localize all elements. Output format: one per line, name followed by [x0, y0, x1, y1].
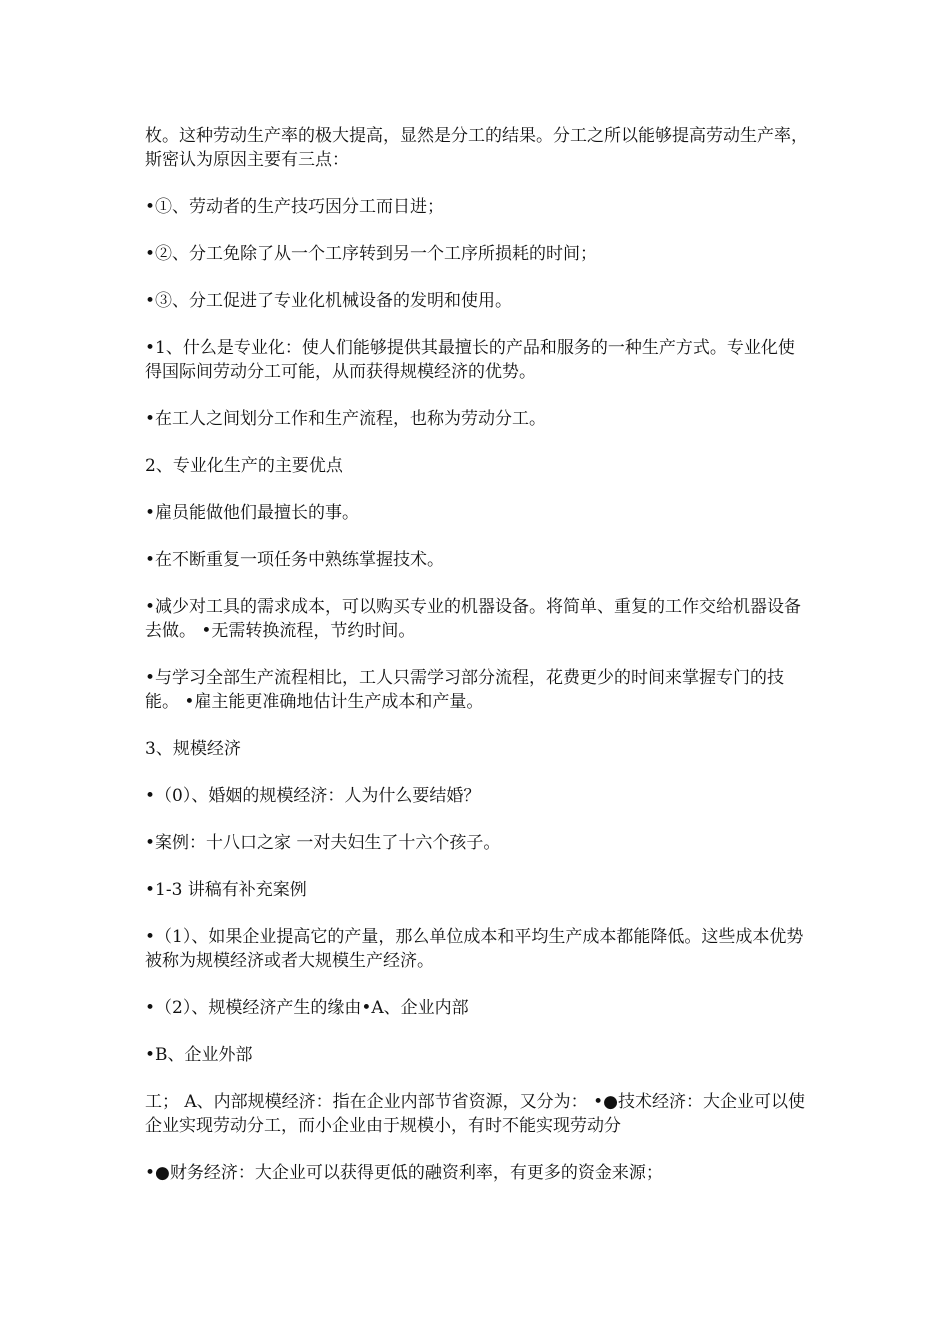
paragraph: •减少对工具的需求成本，可以购买专业的机器设备。将简单、重复的工作交给机器设备去做。 •无需转换流程，节约时间。	[145, 597, 802, 641]
paragraph: •案例：十八口之家 一对夫妇生了十六个孩子。	[145, 833, 501, 853]
paragraph: •与学习全部生产流程相比，工人只需学习部分流程，花费更少的时间来掌握专门的技能。 •雇主能更准确地估计生产成本和产量。	[145, 668, 785, 712]
paragraph: •B、企业外部	[145, 1045, 253, 1065]
paragraph: •1、什么是专业化：使人们能够提供其最擅长的产品和服务的一种生产方式。专业化使得国际间劳动分工可能，从而获得规模经济的优势。	[145, 338, 795, 382]
document-page	[145, 124, 810, 1208]
section-heading: 2、专业化生产的主要优点	[145, 456, 343, 476]
paragraph: •1-3 讲稿有补充案例	[145, 880, 307, 900]
paragraph: •②、分工免除了从一个工序转到另一个工序所损耗的时间；	[145, 244, 598, 264]
paragraph: •①、劳动者的生产技巧因分工而日进；	[145, 197, 445, 217]
section-heading: 3、规模经济	[145, 739, 241, 759]
paragraph: •雇员能做他们最擅长的事。	[145, 503, 360, 523]
paragraph: 枚。这种劳动生产率的极大提高，显然是分工的结果。分工之所以能够提高劳动生产率，斯密认为原因主要有三点：	[145, 126, 808, 170]
paragraph: •（0）、婚姻的规模经济：人为什么要结婚？	[145, 786, 481, 806]
paragraph: •在工人之间划分工作和生产流程，也称为劳动分工。	[145, 409, 547, 429]
paragraph: •●财务经济：大企业可以获得更低的融资利率，有更多的资金来源；	[145, 1163, 663, 1183]
paragraph: •（1）、如果企业提高它的产量，那么单位成本和平均生产成本都能降低。这些成本优势被称为规模经济或者大规模生产经济。	[145, 927, 804, 971]
paragraph: •（2）、规模经济产生的缘由•A、企业内部	[145, 998, 469, 1018]
paragraph: •③、分工促进了专业化机械设备的发明和使用。	[145, 291, 513, 311]
paragraph: 工； A、内部规模经济：指在企业内部节省资源，又分为： •●技术经济：大企业可以使企业实现劳动分工，而小企业由于规模小，有时不能实现劳动分	[145, 1092, 805, 1136]
paragraph: •在不断重复一项任务中熟练掌握技术。	[145, 550, 445, 570]
